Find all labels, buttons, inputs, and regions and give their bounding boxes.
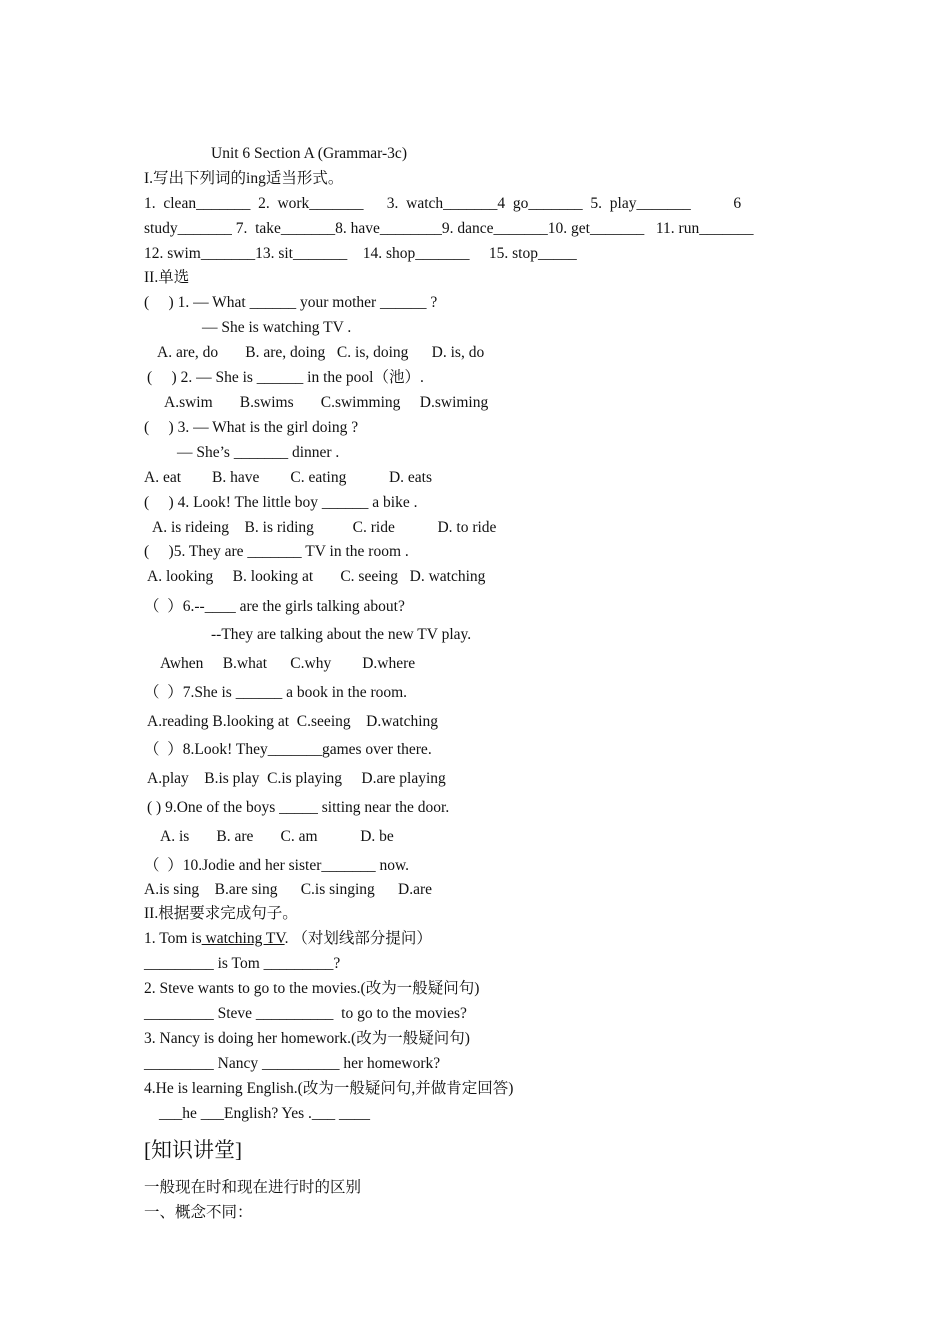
question-5-options: A. looking B. looking at C. seeing D. watching [147, 568, 486, 585]
question-5: ( )5. They are _______ TV in the room . [144, 543, 409, 560]
question-9-options: A. is B. are C. am D. be [160, 828, 394, 845]
question-6: （ ）6.--____ are the girls talking about? [144, 598, 405, 615]
sentence-4: 4.He is learning English.(改为一般疑问句,并做肯定回答) [144, 1080, 514, 1097]
question-8: （ ）8.Look! They_______games over there. [144, 741, 432, 758]
section-1-heading: I.写出下列词的ing适当形式。 [144, 170, 344, 187]
sentence-1-start: 1. Tom is [144, 930, 202, 947]
question-9: ( ) 9.One of the boys _____ sitting near the door. [147, 799, 450, 816]
sentence-2-answer: _________ Steve __________ to go to the movies? [144, 1005, 467, 1022]
question-4: ( ) 4. Look! The little boy ______ a bike . [144, 494, 418, 511]
question-8-options: A.play B.is play C.is playing D.are playing [147, 770, 446, 787]
question-7-options: A.reading B.looking at C.seeing D.watching [147, 713, 439, 730]
question-2: ( ) 2. — She is ______ in the pool（池）. [147, 369, 424, 386]
question-7: （ ）7.She is ______ a book in the room. [144, 684, 408, 701]
sentence-3: 3. Nancy is doing her homework.(改为一般疑问句) [144, 1030, 470, 1047]
question-3-options: A. eat B. have C. eating D. eats [144, 469, 432, 486]
question-2-options: A.swim B.swims C.swimming D.swiming [164, 394, 489, 411]
question-3-reply: — She’s _______ dinner . [177, 444, 340, 461]
knowledge-line-1: 一般现在时和现在进行时的区别 [144, 1179, 362, 1196]
knowledge-line-2: 一、概念不同： [144, 1204, 253, 1221]
question-4-options: A. is rideing B. is riding C. ride D. to ride [152, 519, 497, 536]
section-2-heading: II.单选 [144, 269, 190, 286]
worksheet-title: Unit 6 Section A (Grammar-3c) [211, 145, 407, 162]
sentence-1-instruction: . （对划线部分提问） [284, 930, 432, 947]
sentence-1-answer: _________ is Tom _________? [144, 955, 341, 972]
ing-exercise-line-2: study_______ 7. take_______8. have________9. dance_______10. get_______ 11. run_______ [144, 220, 754, 237]
question-6-reply: --They are talking about the new TV play. [211, 626, 472, 643]
question-1-reply: — She is watching TV . [202, 319, 352, 336]
ing-exercise-line-1: 1. clean_______ 2. work_______ 3. watch_______4 go_______ 5. play_______ 6 [144, 195, 742, 212]
sentence-1 [144, 930, 432, 948]
sentence-2: 2. Steve wants to go to the movies.(改为一般疑问句) [144, 980, 480, 997]
sentence-1-underlined: watching TV [201, 930, 285, 947]
question-1-options: A. are, do B. are, doing C. is, doing D. is, do [157, 344, 485, 361]
sentence-3-answer: _________ Nancy __________ her homework? [144, 1055, 441, 1072]
question-10: （ ）10.Jodie and her sister_______ now. [144, 857, 410, 874]
section-3-heading: II.根据要求完成句子。 [144, 905, 298, 922]
question-6-options: Awhen B.what C.why D.where [160, 655, 416, 672]
sentence-4-answer: ___he ___English? Yes .___ ____ [159, 1105, 370, 1122]
ing-exercise-line-3: 12. swim_______13. sit_______ 14. shop_______ 15. stop_____ [144, 245, 577, 262]
knowledge-heading: [知识讲堂] [144, 1138, 242, 1162]
question-1: ( ) 1. — What ______ your mother ______ ? [144, 294, 438, 311]
question-3: ( ) 3. — What is the girl doing ? [144, 419, 359, 436]
question-10-options: A.is sing B.are sing C.is singing D.are [144, 881, 433, 898]
